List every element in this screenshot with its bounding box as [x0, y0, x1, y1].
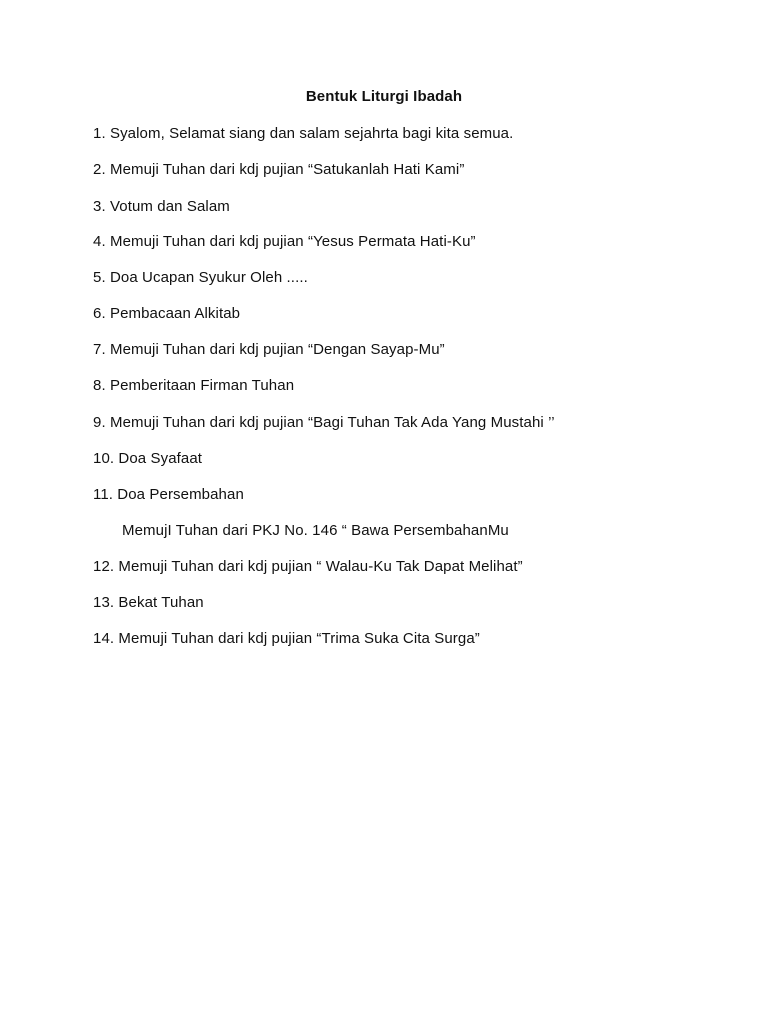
- liturgy-item-6: 6. Pembacaan Alkitab: [93, 305, 241, 322]
- liturgy-item-10: 10. Doa Syafaat: [93, 450, 203, 467]
- liturgy-item-7: 7. Memuji Tuhan dari kdj pujian “Dengan Sayap-Mu”: [93, 341, 445, 358]
- liturgy-item-3: 3. Votum dan Salam: [93, 198, 230, 215]
- liturgy-item-9: 9. Memuji Tuhan dari kdj pujian “Bagi Tuhan Tak Ada Yang Mustahi ’’: [93, 414, 555, 431]
- liturgy-item-13: 13. Bekat Tuhan: [93, 594, 204, 611]
- liturgy-item-4: 4. Memuji Tuhan dari kdj pujian “Yesus Permata Hati-Ku”: [93, 233, 476, 250]
- document-title: Bentuk Liturgi Ibadah: [305, 88, 463, 105]
- liturgy-item-8: 8. Pemberitaan Firman Tuhan: [93, 377, 295, 394]
- liturgy-sub-item-11: MemujI Tuhan dari PKJ No. 146 “ Bawa PersembahanMu: [122, 522, 509, 539]
- liturgy-item-11: 11. Doa Persembahan: [93, 486, 244, 503]
- liturgy-item-5: 5. Doa Ucapan Syukur Oleh .....: [93, 269, 308, 286]
- liturgy-item-12: 12. Memuji Tuhan dari kdj pujian “ Walau-Ku Tak Dapat Melihat”: [93, 558, 523, 575]
- liturgy-item-14: 14. Memuji Tuhan dari kdj pujian “Trima Suka Cita Surga”: [93, 630, 480, 647]
- liturgy-item-2: 2. Memuji Tuhan dari kdj pujian “Satukanlah Hati Kami”: [93, 161, 465, 178]
- liturgy-item-1: 1. Syalom, Selamat siang dan salam sejahrta bagi kita semua.: [93, 125, 514, 142]
